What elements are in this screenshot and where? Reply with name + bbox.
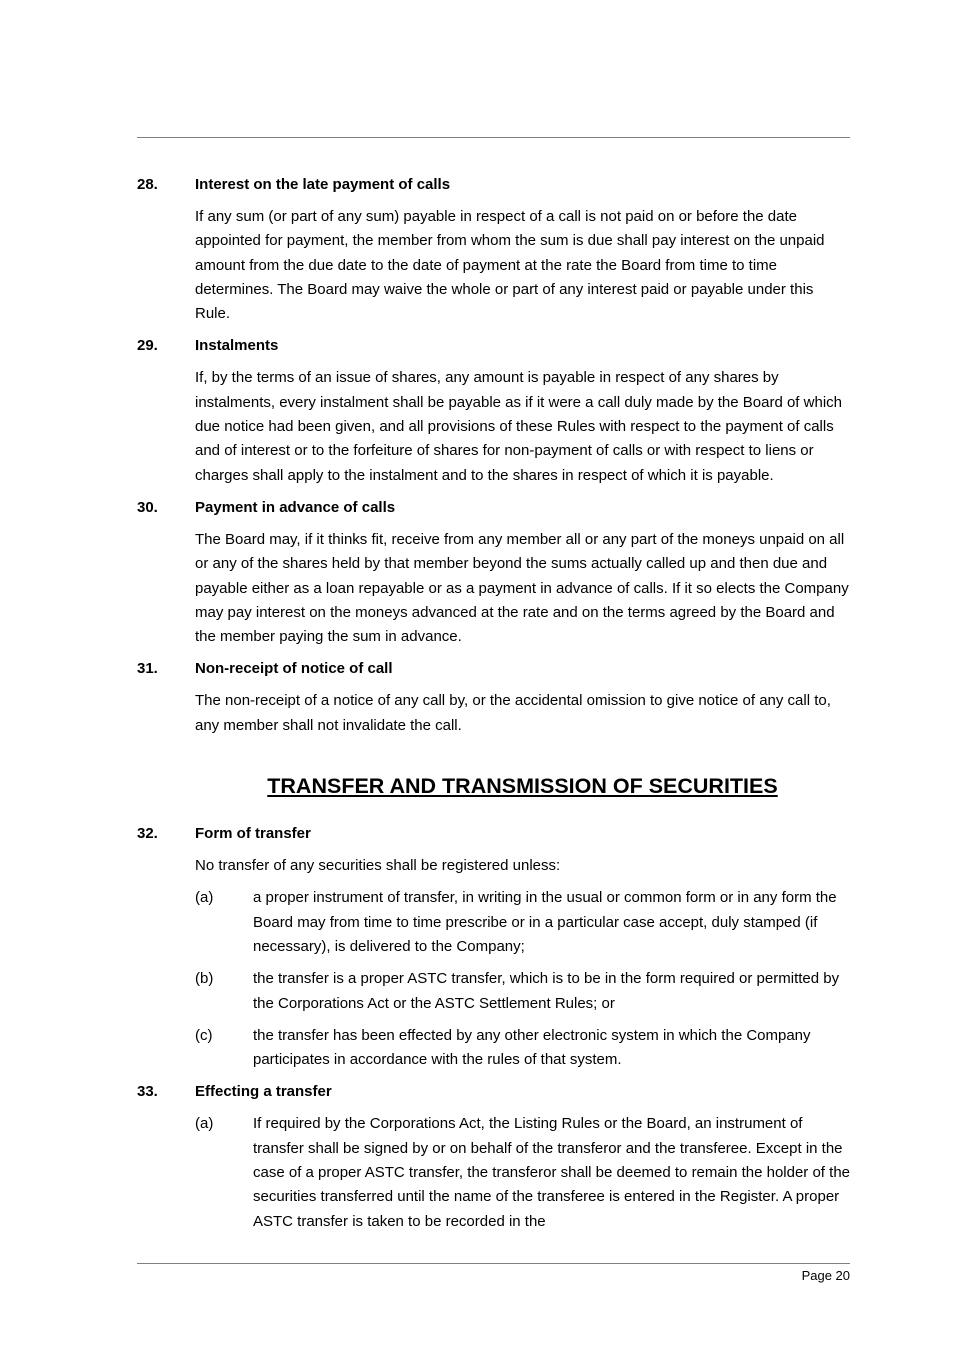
sub-clause-a [195, 886, 850, 959]
clause-title: Payment in advance of calls [195, 498, 396, 516]
sub-clause-label: (a) [195, 889, 214, 907]
clause-31 [137, 657, 850, 738]
clause-heading [137, 1080, 850, 1104]
page-content [137, 173, 850, 1242]
clause-number: 32. [137, 825, 158, 843]
sub-clause-text: the transfer has been effected by any other electronic system in which the Company participates in accordance with the rules of that system. [253, 1026, 811, 1069]
sub-clause-text: the transfer is a proper ASTC transfer, which is to be in the form required or permitted by the Corporations Act or the ASTC Settlement Rules; or [253, 970, 840, 1012]
clause-heading [137, 822, 850, 846]
clause-number: 30. [137, 498, 158, 516]
sub-clause-text: If required by the Corporations Act, the Listing Rules or the Board, an instrument of transfer shall be signed by or on behalf of the transferor and the transferee. Except in the case of a proper ASTC transfer, the transferor shall be deemed to remain the holder of the securities transferred until the name of the transferee is entered in the Register. A proper ASTC transfer is taken to be recorded in the [253, 1115, 850, 1230]
clause-title: Form of transfer [195, 825, 311, 843]
clause-number: 29. [137, 337, 158, 355]
clause-body: If, by the terms of an issue of shares, any amount is payable in respect of any shares by instalments, every instalment shall be payable as if it were a call duly made by the Board of which due notice had been given, and all provisions of these Rules with respect to the payment of calls and of interest or to the forfeiture of shares for non-payment of calls or with respect to liens or charges shall apply to the instalment and to the shares in respect of which it is payable. [195, 369, 842, 484]
clause-number: 28. [137, 176, 158, 193]
clause-body: If any sum (or part of any sum) payable in respect of a call is not paid on or before the date appointed for payment, the member from whom the sum is due shall pay interest on the unpaid amount from the due date to the date of payment at the rate the Board from time to time determines. The Board may waive the whole or part of any interest paid or payable under this Rule. [195, 208, 825, 323]
footer-rule [137, 1263, 850, 1264]
clause-number: 33. [137, 1083, 158, 1101]
clause-heading [137, 173, 850, 197]
clause-29 [137, 334, 850, 487]
sub-clause-a [195, 1112, 850, 1233]
clause-33 [137, 1080, 850, 1233]
sub-clause-b [195, 967, 850, 1016]
clause-body: The non-receipt of a notice of any call by, or the accidental omission to give notice of any call to, any member shall not invalidate the call. [195, 692, 831, 734]
clause-intro: No transfer of any securities shall be registered unless: [195, 857, 561, 875]
section-heading: TRANSFER AND TRANSMISSION OF SECURITIES [267, 774, 778, 799]
clause-title: Non-receipt of notice of call [195, 660, 393, 678]
page-number: Page 20 [801, 1268, 850, 1283]
clause-title: Instalments [195, 337, 279, 355]
clause-number: 31. [137, 660, 158, 678]
clause-32 [137, 822, 850, 1072]
sub-clause-label: (a) [195, 1115, 214, 1133]
sub-clause-text: a proper instrument of transfer, in writing in the usual or common form or in any form the Board may from time to time prescribe or in a particular case accept, duly stamped (if necessary), is delivered to the Company; [253, 889, 837, 955]
clause-heading [137, 496, 850, 520]
clause-heading [137, 657, 850, 681]
header-rule [137, 137, 850, 138]
clause-30 [137, 496, 850, 649]
clause-heading [137, 334, 850, 358]
sub-clause-c [195, 1024, 850, 1073]
clause-body: The Board may, if it thinks fit, receive from any member all or any part of the moneys unpaid on all or any of the shares held by that member beyond the sums actually called up and then due and payable either as a loan repayable or as a payment in advance of calls. If it so elects the Company may pay interest on the moneys advanced at the rate and on the terms agreed by the Board and the member paying the sum in advance. [195, 530, 849, 646]
clause-title: Interest on the late payment of calls [195, 176, 451, 193]
clause-28 [137, 173, 850, 326]
sub-clause-label: (b) [195, 970, 214, 988]
clause-title: Effecting a transfer [195, 1083, 332, 1101]
sub-clause-label: (c) [195, 1026, 213, 1044]
